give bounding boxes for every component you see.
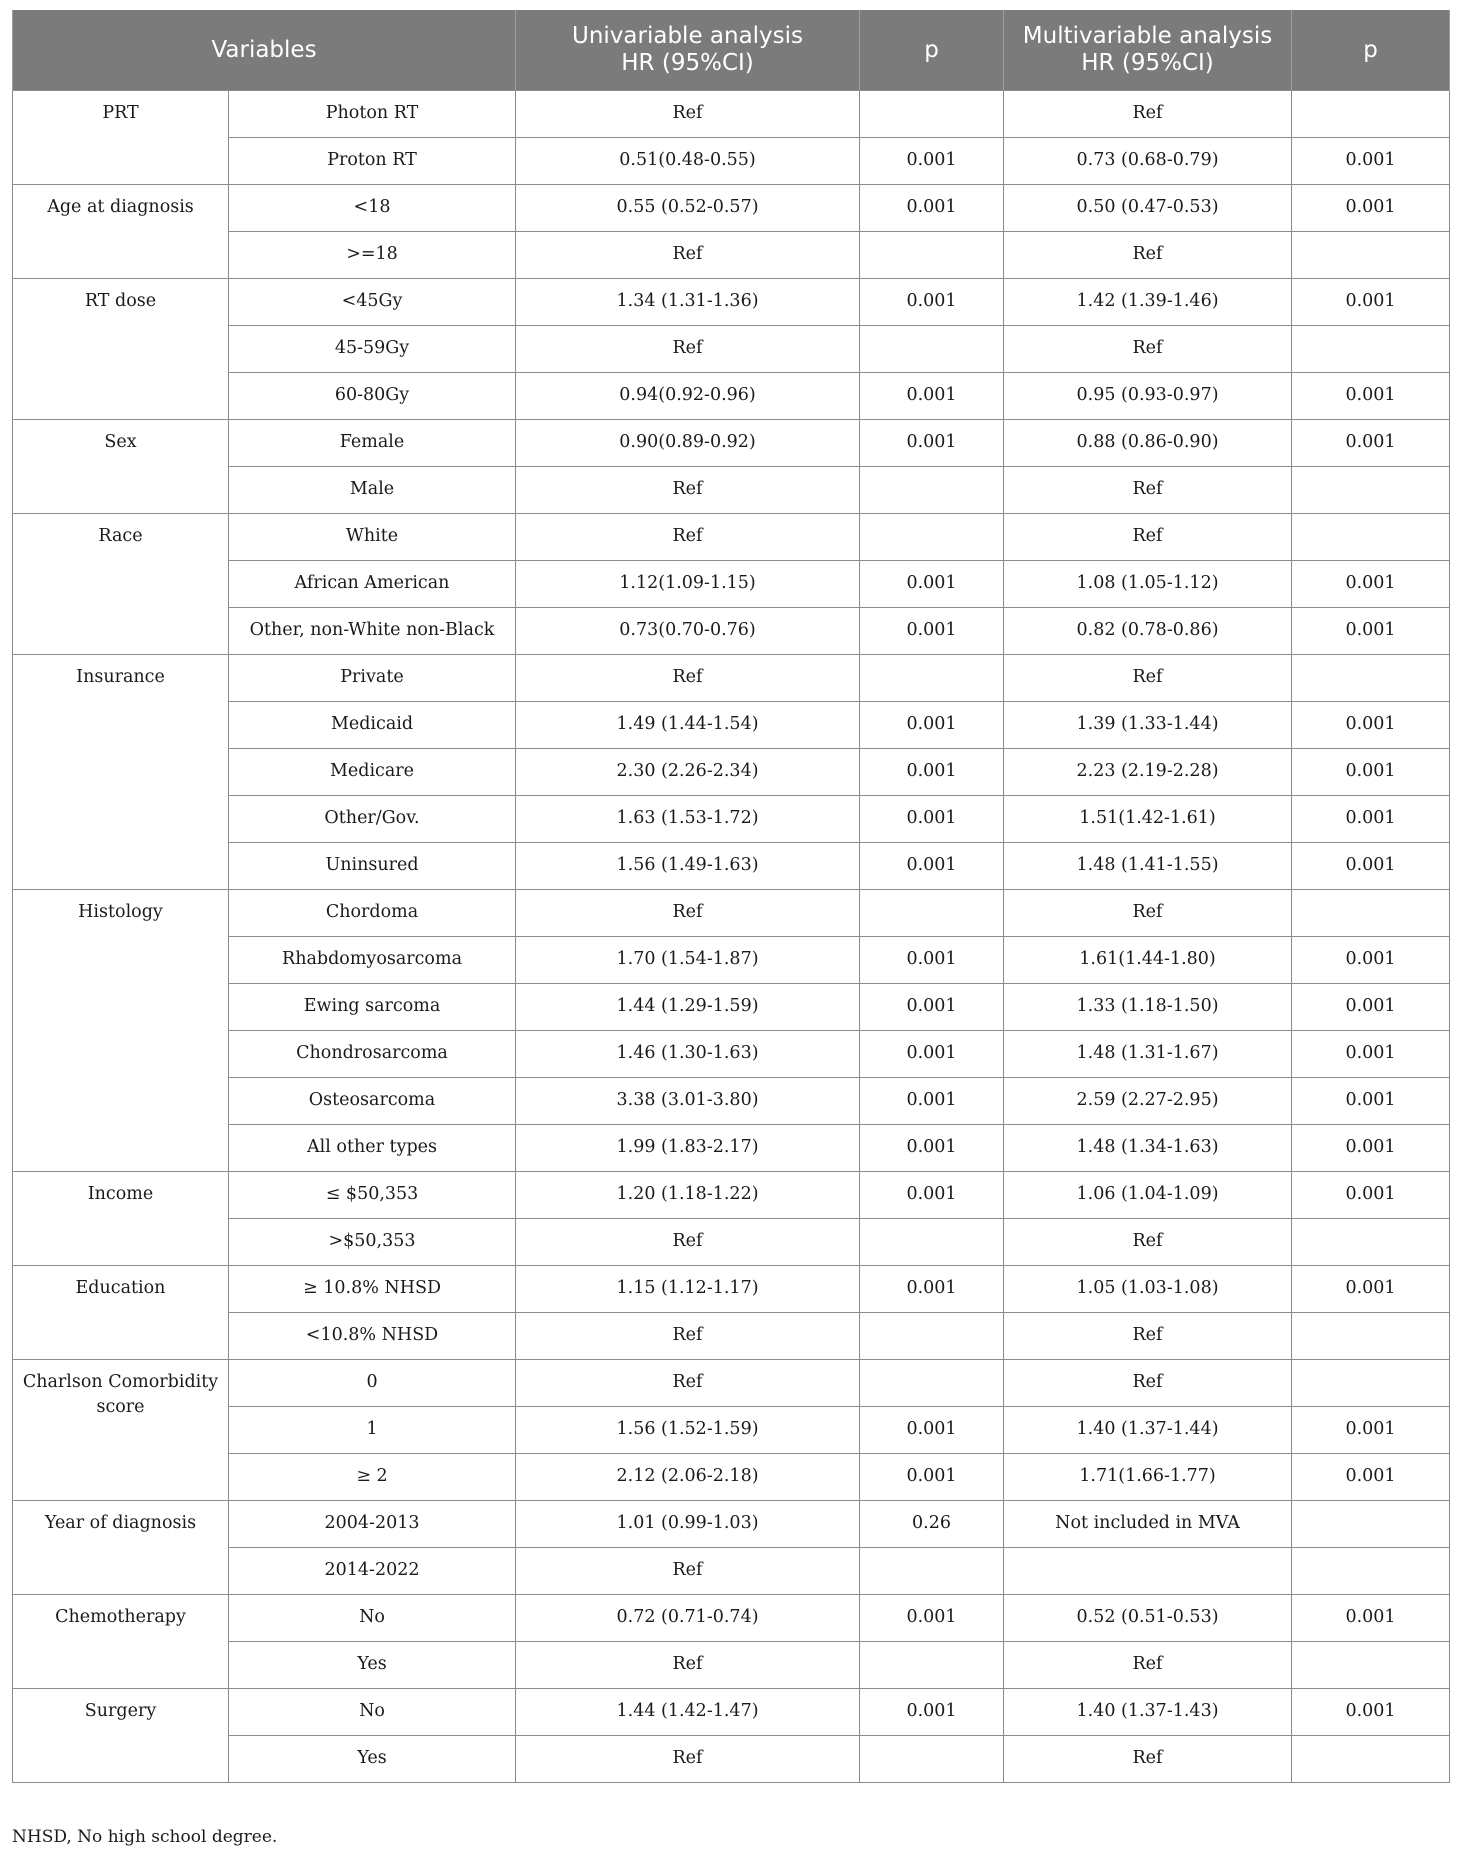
variable-name: Race — [13, 514, 229, 655]
level-cell: White — [229, 514, 516, 561]
level-cell: Uninsured — [229, 843, 516, 890]
univariable-hr-cell: 1.34 (1.31-1.36) — [516, 279, 860, 326]
table-row — [13, 1548, 1450, 1595]
multivariable-p-cell: 0.001 — [1292, 984, 1450, 1031]
univariable-hr-cell: 3.38 (3.01-3.80) — [516, 1078, 860, 1125]
multivariable-hr-cell: Ref — [1004, 890, 1292, 937]
multivariable-hr-cell: 0.95 (0.93-0.97) — [1004, 373, 1292, 420]
multivariable-hr-cell: 2.59 (2.27-2.95) — [1004, 1078, 1292, 1125]
univariable-hr-cell: 1.44 (1.42-1.47) — [516, 1689, 860, 1736]
univariable-hr-cell: 1.20 (1.18-1.22) — [516, 1172, 860, 1219]
level-cell: Chondrosarcoma — [229, 1031, 516, 1078]
table-row — [13, 185, 1450, 232]
multivariable-p-cell: 0.001 — [1292, 1266, 1450, 1313]
table-row — [13, 561, 1450, 608]
variable-name: PRT — [13, 91, 229, 185]
multivariable-p-cell: 0.001 — [1292, 1031, 1450, 1078]
table-row — [13, 232, 1450, 279]
univariable-p-cell: 0.001 — [860, 984, 1004, 1031]
univariable-hr-cell: 1.56 (1.49-1.63) — [516, 843, 860, 890]
univariable-p-cell: 0.001 — [860, 1454, 1004, 1501]
multivariable-hr-cell: Not included in MVA — [1004, 1501, 1292, 1548]
multivariable-p-cell: 0.001 — [1292, 702, 1450, 749]
table-row — [13, 1266, 1450, 1313]
univariable-hr-cell: 0.90(0.89-0.92) — [516, 420, 860, 467]
univariable-hr-cell: 0.94(0.92-0.96) — [516, 373, 860, 420]
table-row — [13, 373, 1450, 420]
univariable-p-cell: 0.001 — [860, 937, 1004, 984]
multivariable-p-cell: 0.001 — [1292, 561, 1450, 608]
multivariable-hr-cell: 1.48 (1.34-1.63) — [1004, 1125, 1292, 1172]
multivariable-p-cell — [1292, 1219, 1450, 1266]
table-row — [13, 138, 1450, 185]
variable-name: Insurance — [13, 655, 229, 890]
univariable-p-cell: 0.001 — [860, 373, 1004, 420]
univariable-p-cell: 0.001 — [860, 1689, 1004, 1736]
multivariable-p-cell: 0.001 — [1292, 843, 1450, 890]
multivariable-p-cell: 0.001 — [1292, 279, 1450, 326]
variable-name: RT dose — [13, 279, 229, 420]
multivariable-p-cell — [1292, 1501, 1450, 1548]
univariable-hr-cell: 1.70 (1.54-1.87) — [516, 937, 860, 984]
level-cell: <18 — [229, 185, 516, 232]
table-row — [13, 1501, 1450, 1548]
multivariable-hr-cell: 1.06 (1.04-1.09) — [1004, 1172, 1292, 1219]
table-row — [13, 1736, 1450, 1783]
table-row — [13, 1595, 1450, 1642]
multivariable-p-cell — [1292, 655, 1450, 702]
level-cell: <10.8% NHSD — [229, 1313, 516, 1360]
multivariable-p-cell — [1292, 91, 1450, 138]
level-cell: >=18 — [229, 232, 516, 279]
multivariable-hr-cell: 1.39 (1.33-1.44) — [1004, 702, 1292, 749]
table-row — [13, 1407, 1450, 1454]
variable-name: Education — [13, 1266, 229, 1360]
univariable-p-cell: 0.001 — [860, 1172, 1004, 1219]
univariable-p-cell: 0.001 — [860, 702, 1004, 749]
univariable-hr-cell: 0.72 (0.71-0.74) — [516, 1595, 860, 1642]
table-row — [13, 890, 1450, 937]
multivariable-hr-cell: Ref — [1004, 326, 1292, 373]
univariable-p-cell — [860, 1360, 1004, 1407]
multivariable-hr-cell: Ref — [1004, 232, 1292, 279]
univariable-p-cell: 0.001 — [860, 1078, 1004, 1125]
multivariable-p-cell: 0.001 — [1292, 1689, 1450, 1736]
level-cell: 1 — [229, 1407, 516, 1454]
univariable-hr-cell: 1.44 (1.29-1.59) — [516, 984, 860, 1031]
level-cell: All other types — [229, 1125, 516, 1172]
table-row — [13, 702, 1450, 749]
level-cell: Medicaid — [229, 702, 516, 749]
level-cell: Other/Gov. — [229, 796, 516, 843]
multivariable-p-cell: 0.001 — [1292, 608, 1450, 655]
multivariable-hr-cell: 0.50 (0.47-0.53) — [1004, 185, 1292, 232]
level-cell: Other, non-White non-Black — [229, 608, 516, 655]
header-p-univariable: p — [860, 10, 1004, 91]
univariable-p-cell — [860, 890, 1004, 937]
table-row — [13, 1642, 1450, 1689]
level-cell: Yes — [229, 1642, 516, 1689]
table-row — [13, 1078, 1450, 1125]
multivariable-hr-cell: 1.40 (1.37-1.43) — [1004, 1689, 1292, 1736]
multivariable-hr-cell: Ref — [1004, 1360, 1292, 1407]
level-cell: Rhabdomyosarcoma — [229, 937, 516, 984]
multivariable-p-cell — [1292, 232, 1450, 279]
multivariable-p-cell: 0.001 — [1292, 138, 1450, 185]
level-cell: No — [229, 1689, 516, 1736]
univariable-hr-cell: 1.15 (1.12-1.17) — [516, 1266, 860, 1313]
table-body — [13, 91, 1450, 1783]
univariable-hr-cell: Ref — [516, 655, 860, 702]
table-container — [12, 10, 1449, 1783]
univariable-hr-cell: 2.30 (2.26-2.34) — [516, 749, 860, 796]
table-header — [13, 10, 1450, 91]
multivariable-p-cell — [1292, 1736, 1450, 1783]
table-row — [13, 514, 1450, 561]
multivariable-hr-cell: Ref — [1004, 1313, 1292, 1360]
header-multivariable-title: Multivariable analysis — [1022, 23, 1273, 49]
level-cell: Private — [229, 655, 516, 702]
univariable-hr-cell: 1.63 (1.53-1.72) — [516, 796, 860, 843]
univariable-p-cell: 0.001 — [860, 749, 1004, 796]
table-row — [13, 1031, 1450, 1078]
variable-name: Histology — [13, 890, 229, 1172]
univariable-hr-cell: 1.46 (1.30-1.63) — [516, 1031, 860, 1078]
univariable-hr-cell: 0.73(0.70-0.76) — [516, 608, 860, 655]
level-cell: ≤ $50,353 — [229, 1172, 516, 1219]
table-row — [13, 749, 1450, 796]
univariable-hr-cell: Ref — [516, 514, 860, 561]
multivariable-p-cell — [1292, 326, 1450, 373]
variable-name: Charlson Comorbidity score — [13, 1360, 229, 1501]
table-row — [13, 1454, 1450, 1501]
level-cell: No — [229, 1595, 516, 1642]
variable-name: Chemotherapy — [13, 1595, 229, 1689]
multivariable-hr-cell: 0.88 (0.86-0.90) — [1004, 420, 1292, 467]
table-row — [13, 1360, 1450, 1407]
table-row — [13, 608, 1450, 655]
univariable-p-cell: 0.001 — [860, 1595, 1004, 1642]
multivariable-p-cell: 0.001 — [1292, 937, 1450, 984]
level-cell: Osteosarcoma — [229, 1078, 516, 1125]
multivariable-p-cell: 0.001 — [1292, 420, 1450, 467]
table-row — [13, 1689, 1450, 1736]
level-cell: 45-59Gy — [229, 326, 516, 373]
univariable-p-cell — [860, 514, 1004, 561]
level-cell: Male — [229, 467, 516, 514]
table-row — [13, 984, 1450, 1031]
multivariable-hr-cell: Ref — [1004, 514, 1292, 561]
univariable-p-cell: 0.001 — [860, 1407, 1004, 1454]
univariable-p-cell: 0.001 — [860, 561, 1004, 608]
level-cell: 60-80Gy — [229, 373, 516, 420]
multivariable-hr-cell: 1.71(1.66-1.77) — [1004, 1454, 1292, 1501]
level-cell: African American — [229, 561, 516, 608]
univariable-p-cell — [860, 1642, 1004, 1689]
header-p-multivariable: p — [1292, 10, 1450, 91]
univariable-p-cell — [860, 1548, 1004, 1595]
univariable-p-cell — [860, 326, 1004, 373]
multivariable-hr-cell: 0.73 (0.68-0.79) — [1004, 138, 1292, 185]
multivariable-hr-cell: 0.82 (0.78-0.86) — [1004, 608, 1292, 655]
multivariable-p-cell: 0.001 — [1292, 1407, 1450, 1454]
univariable-p-cell: 0.001 — [860, 1266, 1004, 1313]
header-multivariable-subtitle: HR (95%CI) — [1081, 50, 1214, 76]
table-row — [13, 1313, 1450, 1360]
univariable-hr-cell: Ref — [516, 1360, 860, 1407]
multivariable-p-cell: 0.001 — [1292, 1172, 1450, 1219]
level-cell: Ewing sarcoma — [229, 984, 516, 1031]
table-row — [13, 655, 1450, 702]
univariable-hr-cell: Ref — [516, 91, 860, 138]
level-cell: 2014-2022 — [229, 1548, 516, 1595]
multivariable-p-cell: 0.001 — [1292, 1595, 1450, 1642]
multivariable-hr-cell: 1.61(1.44-1.80) — [1004, 937, 1292, 984]
univariable-p-cell — [860, 1313, 1004, 1360]
univariable-hr-cell: 0.55 (0.52-0.57) — [516, 185, 860, 232]
level-cell: Photon RT — [229, 91, 516, 138]
univariable-p-cell: 0.001 — [860, 843, 1004, 890]
level-cell: Proton RT — [229, 138, 516, 185]
univariable-p-cell — [860, 1736, 1004, 1783]
univariable-hr-cell: Ref — [516, 890, 860, 937]
univariable-p-cell: 0.001 — [860, 796, 1004, 843]
univariable-p-cell: 0.001 — [860, 279, 1004, 326]
multivariable-hr-cell: 2.23 (2.19-2.28) — [1004, 749, 1292, 796]
univariable-p-cell — [860, 1219, 1004, 1266]
multivariable-hr-cell: Ref — [1004, 91, 1292, 138]
table-row — [13, 843, 1450, 890]
multivariable-p-cell: 0.001 — [1292, 796, 1450, 843]
variable-name: Year of diagnosis — [13, 1501, 229, 1595]
variable-name: Sex — [13, 420, 229, 514]
table-row — [13, 91, 1450, 138]
level-cell: >$50,353 — [229, 1219, 516, 1266]
multivariable-hr-cell: 1.48 (1.31-1.67) — [1004, 1031, 1292, 1078]
level-cell: 2004-2013 — [229, 1501, 516, 1548]
level-cell: 0 — [229, 1360, 516, 1407]
table-row — [13, 937, 1450, 984]
multivariable-p-cell — [1292, 514, 1450, 561]
multivariable-hr-cell: 1.51(1.42-1.61) — [1004, 796, 1292, 843]
results-table — [12, 10, 1450, 1783]
variable-name: Surgery — [13, 1689, 229, 1783]
univariable-p-cell: 0.001 — [860, 1031, 1004, 1078]
univariable-hr-cell: Ref — [516, 232, 860, 279]
multivariable-hr-cell: 1.48 (1.41-1.55) — [1004, 843, 1292, 890]
multivariable-p-cell — [1292, 890, 1450, 937]
table-row — [13, 326, 1450, 373]
level-cell: Yes — [229, 1736, 516, 1783]
univariable-p-cell: 0.26 — [860, 1501, 1004, 1548]
univariable-p-cell — [860, 467, 1004, 514]
multivariable-hr-cell: Ref — [1004, 1219, 1292, 1266]
univariable-p-cell: 0.001 — [860, 185, 1004, 232]
level-cell: <45Gy — [229, 279, 516, 326]
multivariable-p-cell: 0.001 — [1292, 749, 1450, 796]
univariable-p-cell: 0.001 — [860, 420, 1004, 467]
variable-name: Income — [13, 1172, 229, 1266]
multivariable-hr-cell: 0.52 (0.51-0.53) — [1004, 1595, 1292, 1642]
header-univariable-subtitle: HR (95%CI) — [621, 50, 754, 76]
multivariable-hr-cell: 1.33 (1.18-1.50) — [1004, 984, 1292, 1031]
header-multivariable — [1004, 10, 1292, 91]
multivariable-hr-cell — [1004, 1548, 1292, 1595]
univariable-p-cell: 0.001 — [860, 138, 1004, 185]
univariable-hr-cell: 1.01 (0.99-1.03) — [516, 1501, 860, 1548]
table-row — [13, 420, 1450, 467]
univariable-hr-cell: 1.12(1.09-1.15) — [516, 561, 860, 608]
univariable-hr-cell: Ref — [516, 1642, 860, 1689]
univariable-hr-cell: Ref — [516, 1736, 860, 1783]
level-cell: ≥ 10.8% NHSD — [229, 1266, 516, 1313]
univariable-hr-cell: Ref — [516, 1548, 860, 1595]
table-row — [13, 279, 1450, 326]
univariable-hr-cell: Ref — [516, 1219, 860, 1266]
multivariable-hr-cell: Ref — [1004, 1642, 1292, 1689]
footnote: NHSD, No high school degree. — [12, 1827, 278, 1847]
table-row — [13, 467, 1450, 514]
multivariable-hr-cell: 1.42 (1.39-1.46) — [1004, 279, 1292, 326]
univariable-hr-cell: 2.12 (2.06-2.18) — [516, 1454, 860, 1501]
multivariable-p-cell — [1292, 1360, 1450, 1407]
multivariable-hr-cell: Ref — [1004, 467, 1292, 514]
table-row — [13, 1125, 1450, 1172]
header-variables: Variables — [13, 10, 516, 91]
level-cell: ≥ 2 — [229, 1454, 516, 1501]
header-univariable-title: Univariable analysis — [572, 23, 804, 49]
multivariable-p-cell — [1292, 467, 1450, 514]
level-cell: Female — [229, 420, 516, 467]
table-row — [13, 1172, 1450, 1219]
table-row — [13, 1219, 1450, 1266]
multivariable-p-cell: 0.001 — [1292, 1125, 1450, 1172]
univariable-hr-cell: 1.49 (1.44-1.54) — [516, 702, 860, 749]
multivariable-hr-cell: Ref — [1004, 655, 1292, 702]
univariable-hr-cell: 1.56 (1.52-1.59) — [516, 1407, 860, 1454]
multivariable-hr-cell: Ref — [1004, 1736, 1292, 1783]
multivariable-p-cell — [1292, 1642, 1450, 1689]
univariable-hr-cell: Ref — [516, 467, 860, 514]
multivariable-p-cell: 0.001 — [1292, 373, 1450, 420]
univariable-p-cell — [860, 232, 1004, 279]
level-cell: Medicare — [229, 749, 516, 796]
univariable-p-cell: 0.001 — [860, 1125, 1004, 1172]
multivariable-p-cell: 0.001 — [1292, 1454, 1450, 1501]
univariable-p-cell — [860, 91, 1004, 138]
univariable-p-cell: 0.001 — [860, 608, 1004, 655]
header-row — [13, 10, 1450, 91]
univariable-hr-cell: 1.99 (1.83-2.17) — [516, 1125, 860, 1172]
multivariable-hr-cell: 1.08 (1.05-1.12) — [1004, 561, 1292, 608]
multivariable-hr-cell: 1.40 (1.37-1.44) — [1004, 1407, 1292, 1454]
multivariable-p-cell — [1292, 1313, 1450, 1360]
multivariable-p-cell: 0.001 — [1292, 185, 1450, 232]
multivariable-p-cell — [1292, 1548, 1450, 1595]
univariable-p-cell — [860, 655, 1004, 702]
multivariable-hr-cell: 1.05 (1.03-1.08) — [1004, 1266, 1292, 1313]
level-cell: Chordoma — [229, 890, 516, 937]
multivariable-p-cell: 0.001 — [1292, 1078, 1450, 1125]
variable-name: Age at diagnosis — [13, 185, 229, 279]
table-row — [13, 796, 1450, 843]
univariable-hr-cell: 0.51(0.48-0.55) — [516, 138, 860, 185]
univariable-hr-cell: Ref — [516, 1313, 860, 1360]
univariable-hr-cell: Ref — [516, 326, 860, 373]
header-univariable — [516, 10, 860, 91]
